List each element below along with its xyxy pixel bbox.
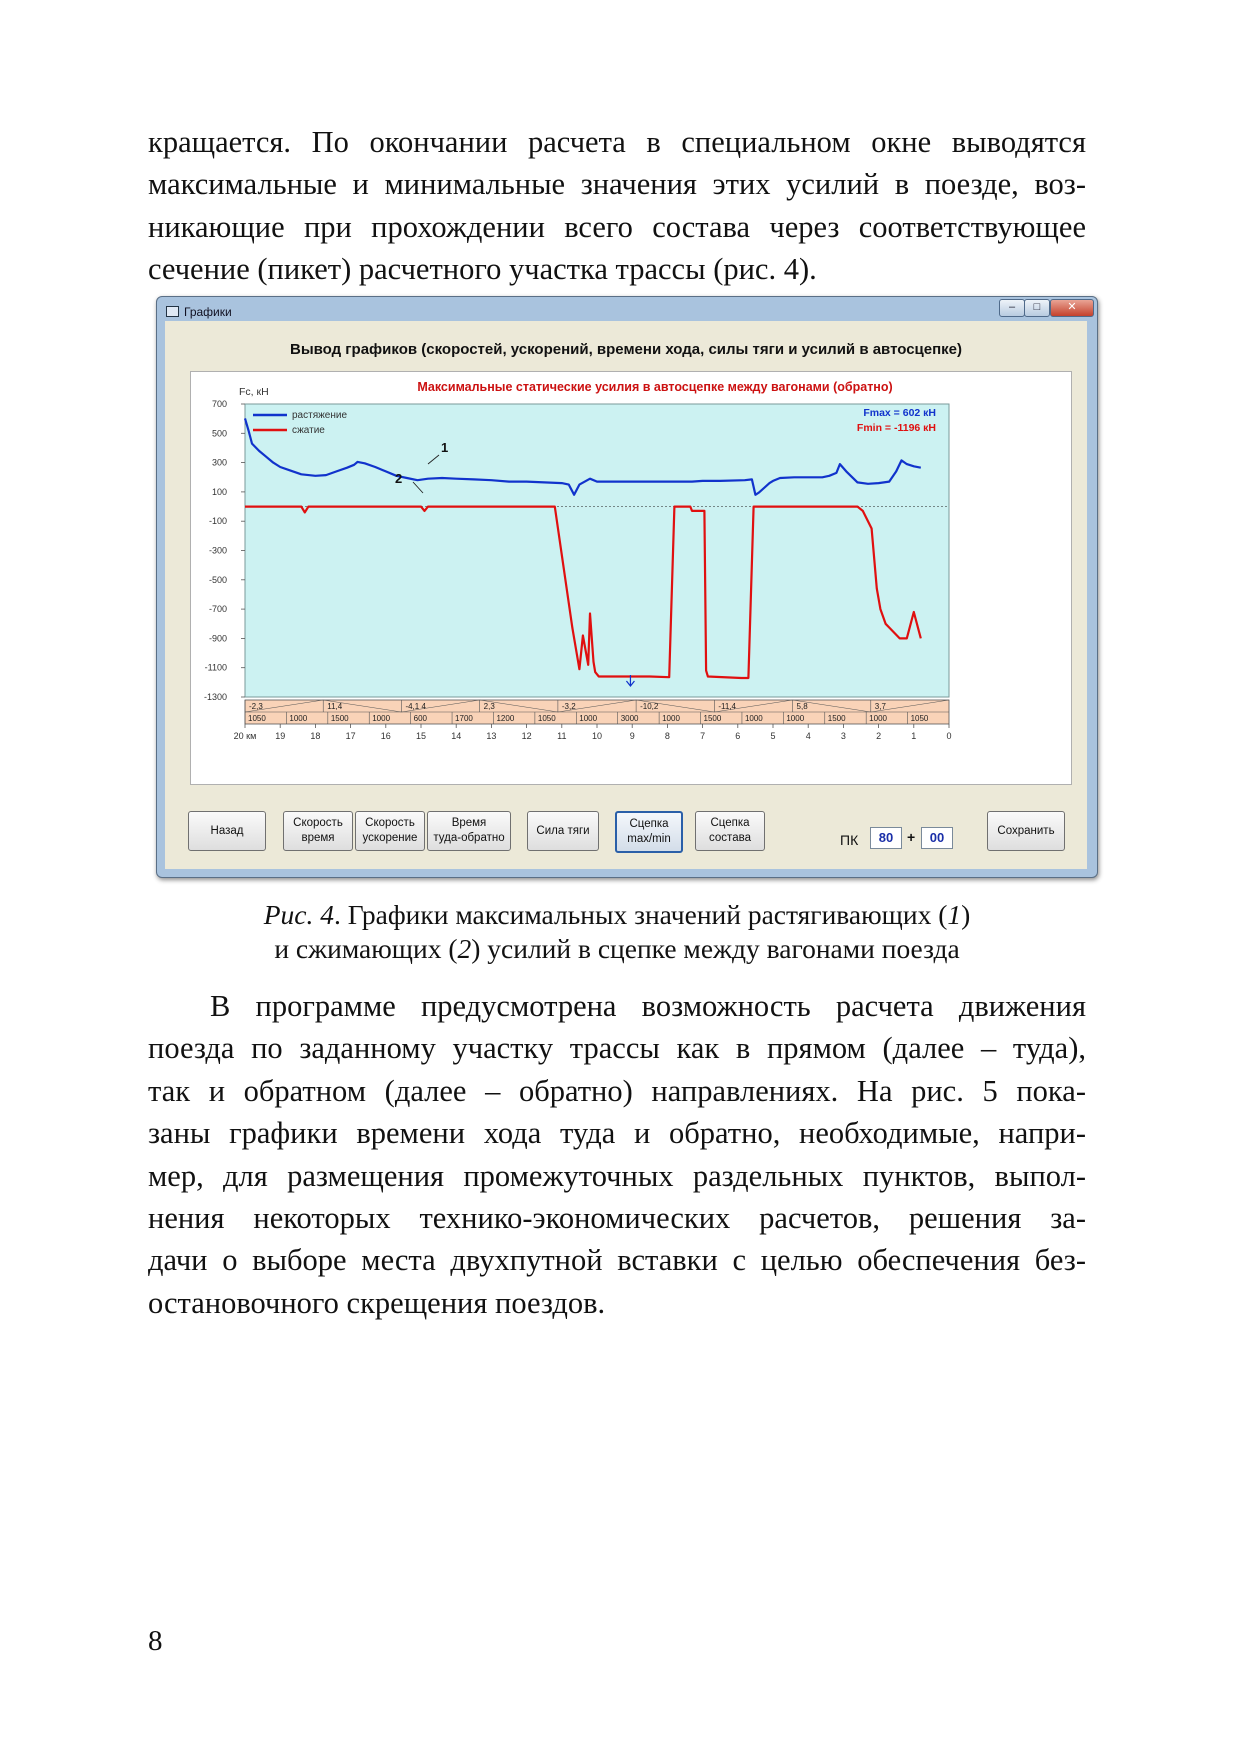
profile-length-label: 1050 (248, 714, 266, 723)
x-tick-label: 0 (946, 731, 952, 741)
profile-length-label: 1000 (579, 714, 598, 723)
profile-length-label: 1000 (869, 714, 887, 723)
fmax-label: Fmax = 602 кН (863, 407, 936, 419)
coupler-maxmin-button[interactable]: Сцепка max/min (615, 811, 683, 853)
x-tick-label: 5 (770, 731, 776, 741)
minimize-button[interactable]: – (999, 299, 1025, 317)
caption-text: ) (961, 899, 971, 930)
text-line: В программе предусмотрена возможность расчета движения (210, 989, 1086, 1023)
legend-label: сжатие (292, 425, 325, 436)
y-tick-label: -700 (208, 604, 227, 615)
text-line: поезда по заданному участку трассы как в прямом (далее – туда), (148, 1031, 1086, 1066)
profile-length-label: 3000 (620, 714, 639, 723)
legend-label: растяжение (292, 410, 348, 421)
app-icon (166, 306, 179, 317)
text-line: так и обратном (далее – обратно) направлениях. На рис. 5 пока- (148, 1073, 1086, 1108)
x-tick-label: 2 (876, 731, 882, 741)
pk-label: ПК (840, 832, 859, 848)
x-tick-label: 10 (591, 731, 603, 741)
x-tick-label: 13 (486, 731, 497, 741)
profile-grade-label: -4,1 4 (405, 702, 426, 711)
profile-grade-label: -11,4 (718, 702, 736, 711)
caption-fig-label: Рис. 4 (263, 899, 334, 930)
profile-grade-label: -2,3 (249, 702, 263, 711)
text-line: заны графики времени хода туда и обратно, необходимые, напри- (148, 1116, 1086, 1151)
profile-grade-label: 2,3 (483, 702, 495, 711)
speed-accel-button[interactable]: Скорость ускорение (355, 811, 425, 851)
y-tick-label: 100 (211, 486, 227, 497)
text-line: остановочного скрещения поездов. (148, 1285, 606, 1320)
x-tick-label: 9 (629, 731, 635, 741)
x-tick-label: 7 (700, 731, 706, 741)
plot-area (245, 404, 949, 697)
profile-grade-label: 11,4 (327, 702, 343, 711)
profile-length-label: 1500 (330, 714, 349, 723)
x-tick-label: 3 (840, 731, 846, 741)
chart-container (190, 371, 1072, 785)
profile-length-label: 1000 (786, 714, 805, 723)
profile-length-label: 1500 (703, 714, 722, 723)
profile-length-label: 1000 (744, 714, 763, 723)
profile-length-label: 1000 (372, 714, 391, 723)
page-number: 8 (148, 1625, 163, 1657)
graphs-window (156, 296, 1098, 878)
x-tick-label: 20 км (233, 731, 257, 741)
title-bar (157, 297, 1097, 323)
profile-grade-label: 5,8 (796, 702, 808, 711)
back-button[interactable]: Назад (188, 811, 266, 851)
caption-ref-1: 1 (947, 899, 962, 930)
profile-length-label: 1200 (496, 714, 515, 723)
y-tick-label: -500 (208, 574, 227, 585)
window-client (165, 321, 1087, 869)
text-line: мер, для размещения промежуточных раздельных пунктов, выпол- (148, 1158, 1086, 1193)
pk-plus: + (907, 829, 916, 845)
window-header: Вывод графиков (скоростей, ускорений, времени хода, силы тяги и усилий в автосцепке) (289, 341, 963, 358)
profile-length-label: 1050 (537, 714, 556, 723)
speed-time-button[interactable]: Скорость время (283, 811, 353, 851)
close-button[interactable]: ✕ (1050, 299, 1094, 317)
x-tick-label: 19 (275, 731, 286, 741)
series-label-2: 2 (395, 471, 403, 486)
text-line: никающие при прохождении всего состава через соответствующее (148, 209, 1086, 244)
chart-title: Максимальные статические усилия в автосцепке между вагонами (обратно) (417, 380, 893, 394)
profile-length-label: 1500 (827, 714, 846, 723)
y-tick-label: 300 (211, 457, 227, 468)
profile-length-label: 1000 (289, 714, 308, 723)
x-tick-label: 8 (664, 731, 670, 741)
profile-length-label: 1000 (662, 714, 680, 723)
y-tick-label: -1300 (203, 692, 227, 702)
x-tick-label: 1 (911, 731, 917, 741)
coupler-train-button[interactable]: Сцепка состава (695, 811, 765, 851)
x-tick-label: 4 (805, 731, 811, 741)
caption-text: и сжимающих ( (274, 933, 458, 964)
x-tick-label: 16 (380, 731, 391, 741)
paragraph-top (148, 121, 1086, 291)
caption-text: . Графики максимальных значений растягивающих ( (333, 899, 948, 930)
x-tick-label: 15 (415, 731, 427, 741)
maximize-button[interactable]: □ (1024, 299, 1050, 317)
x-tick-label: 14 (451, 731, 462, 741)
profile-length-label: 600 (413, 714, 428, 723)
caption-line-2 (148, 932, 1086, 966)
profile-grade-label: 3,7 (874, 702, 886, 711)
pk-offset-input[interactable]: 00 (921, 827, 953, 849)
series-label-1: 1 (441, 440, 449, 455)
figure-caption (148, 898, 1086, 966)
x-tick-label: 17 (345, 731, 356, 741)
time-there-back-button[interactable]: Время туда-обратно (427, 811, 511, 851)
x-tick-label: 11 (557, 731, 567, 741)
window-title: Графики (184, 305, 232, 319)
text-line: дачи о выборе места двухпутной вставки с целью обеспечения без- (148, 1243, 1086, 1278)
text-line: кращается. По окончании расчета в специальном окне выводятся (148, 125, 1086, 159)
y-tick-label: 700 (211, 399, 227, 409)
x-tick-label: 12 (521, 731, 532, 741)
text-line: нения некоторых технико-экономических расчетов, решения за- (148, 1201, 1086, 1236)
text-line: сечение (пикет) расчетного участка трассы (рис. 4). (148, 252, 817, 287)
x-tick-label: 6 (735, 731, 741, 741)
pk-input[interactable]: 80 (870, 827, 902, 849)
fmin-label: Fmin = -1196 кН (856, 422, 936, 434)
force-chart (191, 372, 1071, 784)
traction-force-button[interactable]: Сила тяги (527, 811, 599, 851)
profile-grade-label: -3,2 (561, 702, 576, 711)
text-line: максимальные и минимальные значения этих усилий в поезде, воз- (148, 167, 1086, 202)
profile-grade-label: -10,2 (640, 702, 659, 711)
caption-line-1 (148, 898, 1086, 932)
y-tick-label: -100 (208, 516, 227, 527)
x-tick-label: 18 (310, 731, 321, 741)
y-tick-label: -900 (208, 633, 227, 644)
save-button[interactable]: Сохранить (987, 811, 1065, 851)
paragraph-bottom (148, 985, 1086, 1324)
caption-ref-2: 2 (457, 933, 472, 964)
y-tick-label: 500 (211, 428, 227, 439)
caption-text: ) усилий в сцепке между вагонами поезда (471, 933, 960, 964)
profile-length-label: 1050 (910, 714, 929, 723)
y-tick-label: -300 (208, 545, 227, 556)
y-axis-label: Fc, кН (239, 386, 269, 398)
profile-length-label: 1700 (455, 714, 473, 723)
y-tick-label: -1100 (204, 662, 227, 673)
